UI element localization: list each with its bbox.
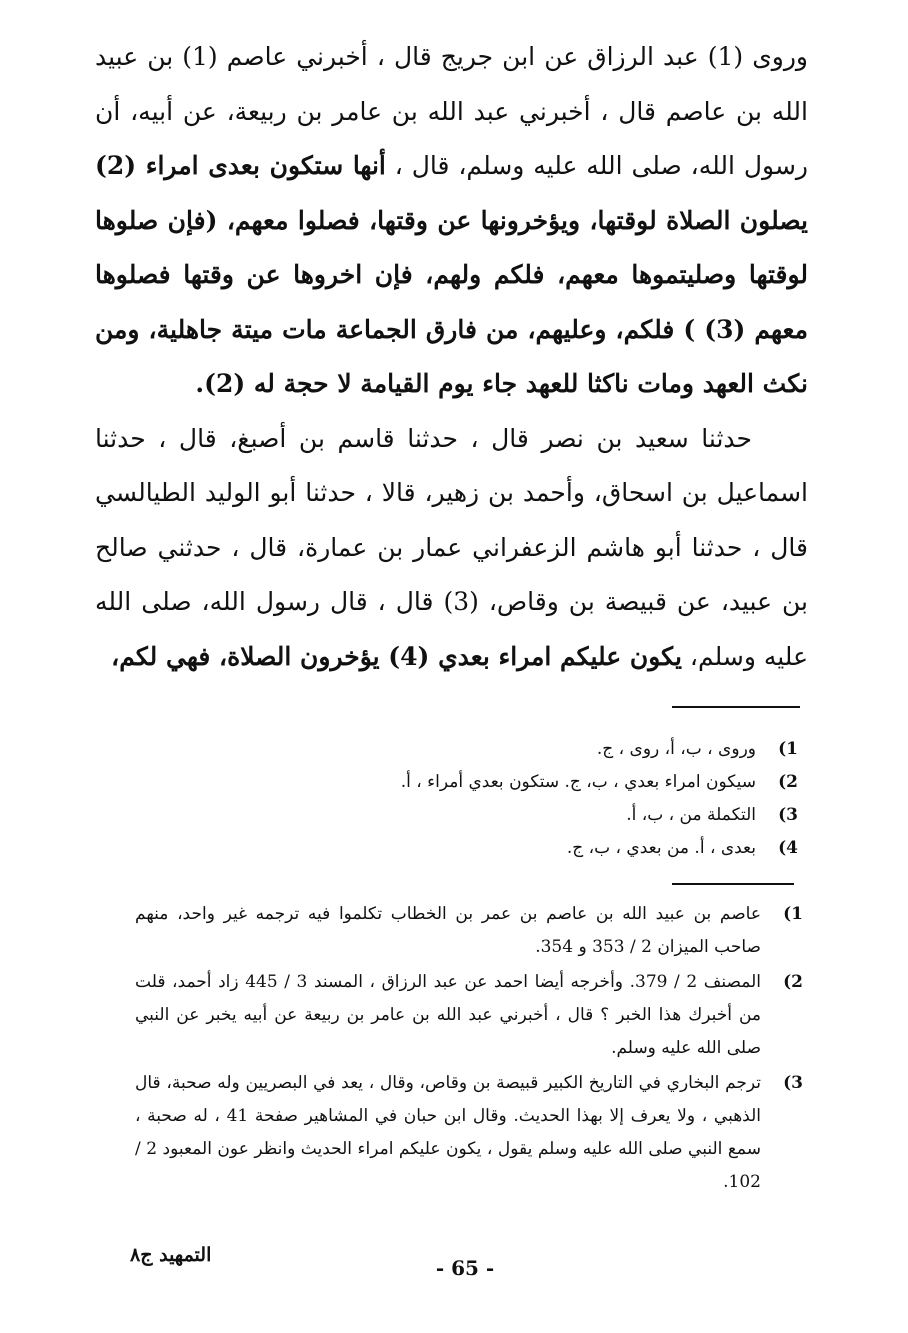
footnote-item bbox=[135, 966, 803, 1065]
variant-text: سيكون امراء بعدي ، ب، ج. ستكون بعدي أمراء ، أ. bbox=[400, 772, 756, 792]
variant-number: 1) bbox=[778, 739, 798, 759]
manuscript-variants bbox=[378, 733, 798, 865]
footnote-text: ترجم البخاري في التاريخ الكبير قبيصة بن وقاص، وقال ، يعد في البصريين وله صحبة، قال الذهبي ، ولا يعرف إلا بهذا الحديث. وقال ابن حبان في المشاهير صفحة 41 ، له صحبة ، سمع النبي صلى الله عليه وسلم يقول ، يكون عليكم امراء الحديث وانظر عون المعبود 2 / 102. bbox=[135, 1073, 761, 1192]
paragraph-2-chain: حدثنا سعيد بن نصر قال ، حدثنا قاسم بن أصبغ، قال ، حدثنا اسماعيل بن اسحاق، وأحمد بن زهير، قالا ، حدثنا أبو الوليد الطيالسي قال ، حدثنا أبو هاشم الزعفراني عمار بن عمارة، قال ، حدثني صالح بن عبيد، عن قبيصة بن وقاص، (3) قال ، قال رسول الله، صلى الله عليه وسلم، bbox=[95, 423, 808, 671]
footnote-number: 2) bbox=[783, 972, 803, 992]
variant-text: التكملة من ، ب، أ. bbox=[626, 805, 756, 825]
variant-item bbox=[378, 766, 798, 799]
footnote-number: 1) bbox=[783, 904, 803, 924]
footnotes bbox=[135, 898, 803, 1201]
variant-text: وروى ، ب، أ، روى ، ج. bbox=[596, 739, 756, 759]
footnote-text: عاصم بن عبيد الله بن عاصم بن عمر بن الخطاب تكلموا فيه ترجمه غير واحد، منهم صاحب الميزان 2 / 353 و 354. bbox=[135, 904, 761, 957]
footnote-item bbox=[135, 898, 803, 964]
footnotes-divider bbox=[672, 883, 794, 885]
footnote-text: المصنف 2 / 379. وأخرجه أيضا احمد عن عبد الرزاق ، المسند 3 / 445 زاد أحمد، قلت من أخبرك هذا الخبر ؟ قال ، أخبرني عبد الله بن عامر بن ربيعة عن أبيه يخبر عن النبي صلى الله عليه وسلم. bbox=[135, 972, 761, 1058]
main-text bbox=[95, 30, 808, 684]
paragraph-2-hadith: يكون عليكم امراء بعدي (4) يؤخرون الصلاة، فهي لكم، bbox=[111, 641, 682, 671]
variants-divider bbox=[672, 706, 800, 708]
variant-item bbox=[378, 832, 798, 865]
variant-number: 4) bbox=[778, 838, 798, 858]
variant-number: 3) bbox=[778, 805, 798, 825]
variant-item bbox=[378, 733, 798, 766]
paragraph-1-hadith: أنها ستكون بعدى امراء (2) يصلون الصلاة لوقتها، ويؤخرونها عن وقتها، فصلوا معهم، (فإن صلوها لوقتها وصليتموها معهم، فلكم ولهم، فإن اخروها عن وقتها فصلوها معهم (3) ) فلكم، وعليهم، من فارق الجماعة مات ميتة جاهلية، ومن نكث العهد ومات ناكثا للعهد جاء يوم القيامة لا حجة له (2). bbox=[95, 151, 808, 398]
running-title: التمهيد ج٨ bbox=[130, 1244, 212, 1266]
paragraph-1 bbox=[95, 30, 808, 412]
variant-number: 2) bbox=[778, 772, 798, 792]
variant-item bbox=[378, 799, 798, 832]
variant-text: بعدى ، أ. من بعدي ، ب، ج. bbox=[566, 838, 756, 858]
footnote-item bbox=[135, 1067, 803, 1199]
footnote-number: 3) bbox=[783, 1073, 803, 1093]
paragraph-2 bbox=[95, 412, 808, 685]
page-number: - 65 - bbox=[435, 1256, 495, 1280]
paragraph-1-chain: وروى (1) عبد الرزاق عن ابن جريج قال ، أخبرني عاصم (1) بن عبيد الله بن عاصم قال ، أخبرني عبد الله بن عامر بن ربيعة، عن أبيه، أن رسول الله، صلى الله عليه وسلم، قال ، bbox=[95, 42, 808, 180]
